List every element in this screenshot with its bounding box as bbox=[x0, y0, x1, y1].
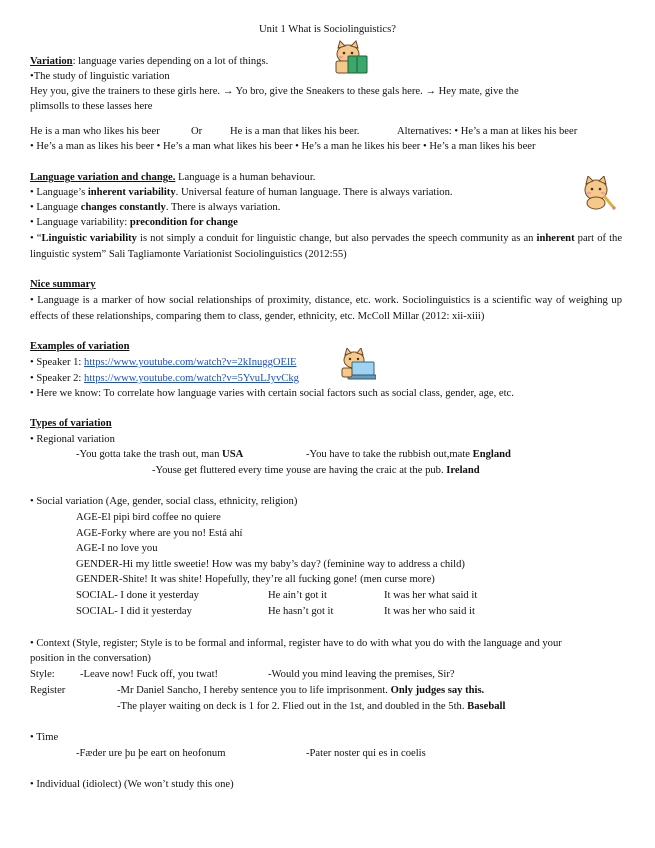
social-example-1b: He ain’t got it bbox=[268, 590, 327, 601]
examples-heading-line bbox=[30, 339, 129, 355]
cat-with-pencil-icon bbox=[580, 176, 616, 210]
reg2-text: -The player waiting on deck is 1 for 2. Flied out in the 1st, and doubled in the 5th. bbox=[117, 701, 468, 712]
reg1-text: -Mr Daniel Sancho, I hereby sentence you to life imprisonment. bbox=[117, 685, 391, 696]
b2-bold: changes constantly bbox=[80, 202, 166, 213]
b4-post: part of the linguistic system” Sali Tagliamonte Variationist Sociolinguistics (2012:55) bbox=[30, 233, 623, 260]
speaker-1-link[interactable]: https://www.youtube.com/watch?v=2kInuggOElE bbox=[84, 357, 297, 368]
time-example-1: -Fæder ure þu þe eart on heofonum bbox=[76, 748, 226, 759]
alternatives-label: Alternatives: • He’s a man at likes his beer bbox=[397, 126, 578, 137]
summary-line2: weighing up effects of these relationships, comparing them to class, gender, ethnicity, etc. McColl Millar (2012: xii-xiii) bbox=[30, 295, 622, 322]
time-bullet: • Time bbox=[30, 732, 59, 743]
b4-pre: • “ bbox=[30, 233, 42, 244]
regional-usa bbox=[76, 447, 243, 463]
social-example-1c: It was her what said it bbox=[384, 590, 478, 601]
social-bullet: • Social variation (Age, gender, social class, ethnicity, religion) bbox=[30, 496, 298, 507]
r3-bold: Ireland bbox=[446, 465, 480, 476]
types-heading: Types of variation bbox=[30, 418, 112, 429]
social-example-1a: SOCIAL- I done it yesterday bbox=[76, 590, 199, 601]
social-example-2c: It was her who said it bbox=[384, 606, 475, 617]
regional-england bbox=[306, 447, 511, 463]
summary-line1: • Language is a marker of how social relationships of proximity, distance, etc. work. Sociolinguistics is a scientific way of bbox=[30, 295, 565, 306]
variation-definition bbox=[30, 54, 268, 70]
summary-text bbox=[30, 293, 622, 325]
r1-text: -You gotta take the trash out, man bbox=[76, 449, 223, 460]
r3-text: -Youse get fluttered every time youse are having the craic at the pub. bbox=[152, 465, 447, 476]
register-label: Register bbox=[30, 685, 66, 696]
reg1-bold: Only judges say this. bbox=[390, 685, 485, 696]
speaker-2-link[interactable]: https://www.youtube.com/watch?v=5YvuLJyvCkg bbox=[84, 373, 299, 384]
examples-heading: Examples of variation bbox=[30, 341, 130, 352]
change-bullet-4 bbox=[30, 231, 622, 263]
b4-bold: Linguistic variability bbox=[41, 233, 137, 244]
man-example-2: He is a man that likes his beer. bbox=[230, 126, 360, 137]
reg2-bold: Baseball bbox=[467, 701, 506, 712]
register-example-1 bbox=[117, 683, 484, 699]
b3-bold: precondition for change bbox=[129, 217, 238, 228]
b1-pre: • Language’s bbox=[30, 187, 88, 198]
change-intro: Language is a human behaviour. bbox=[175, 172, 316, 183]
or-label: Or bbox=[191, 126, 203, 137]
change-bullet-2 bbox=[30, 200, 280, 216]
speaker-2-line bbox=[30, 371, 299, 387]
b2-pre: • Language bbox=[30, 202, 81, 213]
page-title: Unit 1 What is Sociolinguistics? bbox=[259, 24, 396, 35]
age-example-1: AGE-El pipi bird coffee no quiere bbox=[76, 512, 221, 523]
variation-study: •The study of linguistic variation bbox=[30, 71, 170, 82]
summary-heading: Nice summary bbox=[30, 279, 96, 290]
speaker-1-line bbox=[30, 355, 296, 371]
b4-mid: is not simply a conduit for linguistic change, but also pervades the speech community as an bbox=[136, 233, 534, 244]
r2-bold: England bbox=[472, 449, 511, 460]
b3-pre: • Language variability: bbox=[30, 217, 130, 228]
social-example-2a: SOCIAL- I did it yesterday bbox=[76, 606, 192, 617]
regional-bullet: • Regional variation bbox=[30, 434, 115, 445]
regional-ireland bbox=[152, 463, 480, 479]
change-heading-line bbox=[30, 170, 315, 186]
context-line-2: position in the conversation) bbox=[30, 653, 151, 664]
variation-example-line2: plimsolls to these lasses here bbox=[30, 101, 153, 112]
gender-example-2: GENDER-Shite! It was shite! Hopefully, they’re all fucking gone! (men curse more) bbox=[76, 574, 435, 585]
b2-post: . There is always variation. bbox=[165, 202, 281, 213]
r1-bold: USA bbox=[222, 449, 244, 460]
variation-heading: Variation bbox=[30, 56, 73, 67]
speaker-1-label: • Speaker 1: bbox=[30, 357, 85, 368]
gender-example-1: GENDER-Hi my little sweetie! How was my baby’s day? (feminine way to address a child) bbox=[76, 559, 465, 570]
individual-bullet: • Individual (idiolect) (We won’t study this one) bbox=[30, 779, 234, 790]
change-bullet-3 bbox=[30, 215, 238, 231]
alternatives-list: • He’s a man as likes his beer • He’s a man what likes his beer • He’s a man he likes his beer • He’s a man likes his beer bbox=[30, 141, 536, 152]
types-heading-line bbox=[30, 416, 112, 432]
social-example-2b: He hasn’t got it bbox=[268, 606, 334, 617]
variation-def-text: : language varies depending on a lot of things. bbox=[72, 56, 269, 67]
context-line-1: • Context (Style, register; Style is to be formal and informal, register have to do with what you do with the language and your bbox=[30, 638, 562, 649]
speaker-2-label: • Speaker 2: bbox=[30, 373, 85, 384]
style-example-1: -Leave now! Fuck off, you twat! bbox=[80, 669, 219, 680]
age-example-3: AGE-I no love you bbox=[76, 543, 158, 554]
time-example-2: -Pater noster qui es in coelis bbox=[306, 748, 426, 759]
style-label: Style: bbox=[30, 669, 55, 680]
register-example-2 bbox=[117, 699, 505, 715]
b1-post: . Universal feature of human language. There is always variation. bbox=[175, 187, 453, 198]
summary-heading-line bbox=[30, 277, 96, 293]
cat-with-laptop-icon bbox=[340, 348, 376, 380]
r2-text: -You have to take the rubbish out,mate bbox=[306, 449, 473, 460]
change-bullet-1 bbox=[30, 185, 453, 201]
examples-know: • Here we know: To correlate how language varies with certain social factors such as social class, gender, age, etc. bbox=[30, 388, 514, 399]
cat-reading-book-icon bbox=[330, 40, 370, 76]
age-example-2: AGE-Forky where are you no! Está ahí bbox=[76, 528, 243, 539]
man-example-1: He is a man who likes his beer bbox=[30, 126, 160, 137]
variation-example-line1: Hey you, give the trainers to these girls here. → Yo bro, give the Sneakers to these gals here. → Hey mate, give the bbox=[30, 86, 519, 97]
change-heading: Language variation and change. bbox=[30, 172, 176, 183]
style-example-2: -Would you mind leaving the premises, Sir? bbox=[268, 669, 455, 680]
b4-bold2: inherent bbox=[536, 233, 575, 244]
b1-bold: inherent variability bbox=[87, 187, 176, 198]
